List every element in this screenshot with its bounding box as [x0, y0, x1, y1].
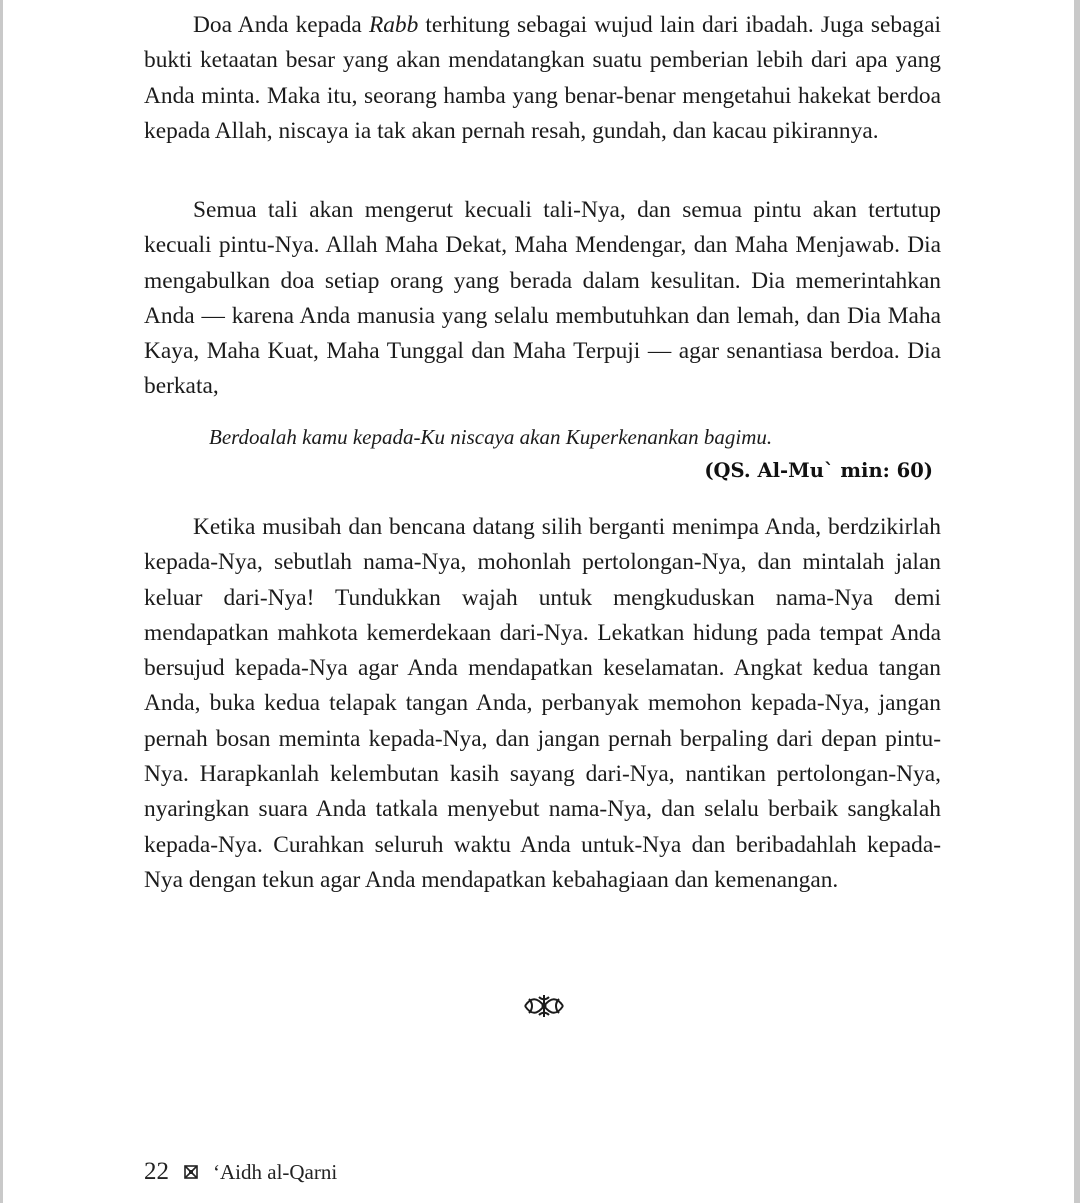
- diamond-ornament-icon: [183, 1164, 199, 1180]
- paragraph-1-rest: terhitung sebagai wujud lain dari ibadah. Juga sebagai bukti ketaatan besar yang akan mendatangkan suatu pemberian lebih dari apa yang Anda minta. Maka itu, seorang hamba yang benar-benar mengetahui hakekat berdoa kepada Allah, niscaya ia tak akan pernah resah, gundah, dan kacau pikirannya.: [144, 12, 941, 144]
- paragraph-2-text: Semua tali akan mengerut kecuali tali-Nya, dan semua pintu akan tertutup kecuali pintu-Nya. Allah Maha Dekat, Maha Mendengar, dan Maha Menjawab. Dia mengabulkan doa setiap orang yang berada dalam kesulitan. Dia memerintahkan Anda — karena Anda manusia yang selalu membutuhkan dan lemah, dan Dia Maha Kaya, Maha Kuat, Maha Tunggal dan Maha Terpuji — agar senantiasa berdoa. Dia berkata,: [144, 197, 941, 400]
- paragraph-2: [144, 193, 941, 405]
- author-name: ‘Aidh al-Qarni: [213, 1160, 338, 1184]
- quran-quote: Berdoalah kamu kepada-Ku niscaya akan Kuperkenankan bagimu.: [209, 425, 773, 449]
- paragraph-1-start: Doa Anda kepada: [193, 12, 369, 38]
- paragraph-3: [144, 510, 941, 898]
- paragraph-3-text: Ketika musibah dan bencana datang silih berganti menimpa Anda, berdzikirlah kepada-Nya, sebutlah nama-Nya, mohonlah pertolongan-Nya, dan mintalah jalan keluar dari-Nya! Tundukkan wajah untuk mengkuduskan nama-Nya demi mendapatkan mahkota kemerdekaan dari-Nya. Lekatkan hidung pada tempat Anda bersujud kepada-Nya agar Anda mendapatkan keselamatan. Angkat kedua tangan Anda, buka kedua telapak tangan Anda, perbanyak memohon kepada-Nya, jangan pernah bosan meminta kepada-Nya, dan jangan pernah berpaling dari depan pintu-Nya. Harapkanlah kelembutan kasih sayang dari-Nya, nantikan pertolongan-Nya, nyaringkan suara Anda tatkala menyebut nama-Nya, dan selalu berbaik sangkalah kepada-Nya. Curahkan seluruh waktu Anda untuk-Nya dan beribadahlah kepada-Nya dengan tekun agar Anda mendapatkan kebahagiaan dan kemenangan.: [144, 514, 941, 893]
- page-footer: [144, 1155, 337, 1189]
- floral-ornament-icon: [521, 991, 567, 1021]
- book-page: [3, 0, 1074, 1203]
- paragraph-1: [144, 8, 941, 149]
- page-number: 22: [144, 1158, 169, 1185]
- quote-citation: (QS. Al-Mu` min: 60): [704, 459, 933, 482]
- paragraph-1-italic-term: Rabb: [368, 12, 419, 38]
